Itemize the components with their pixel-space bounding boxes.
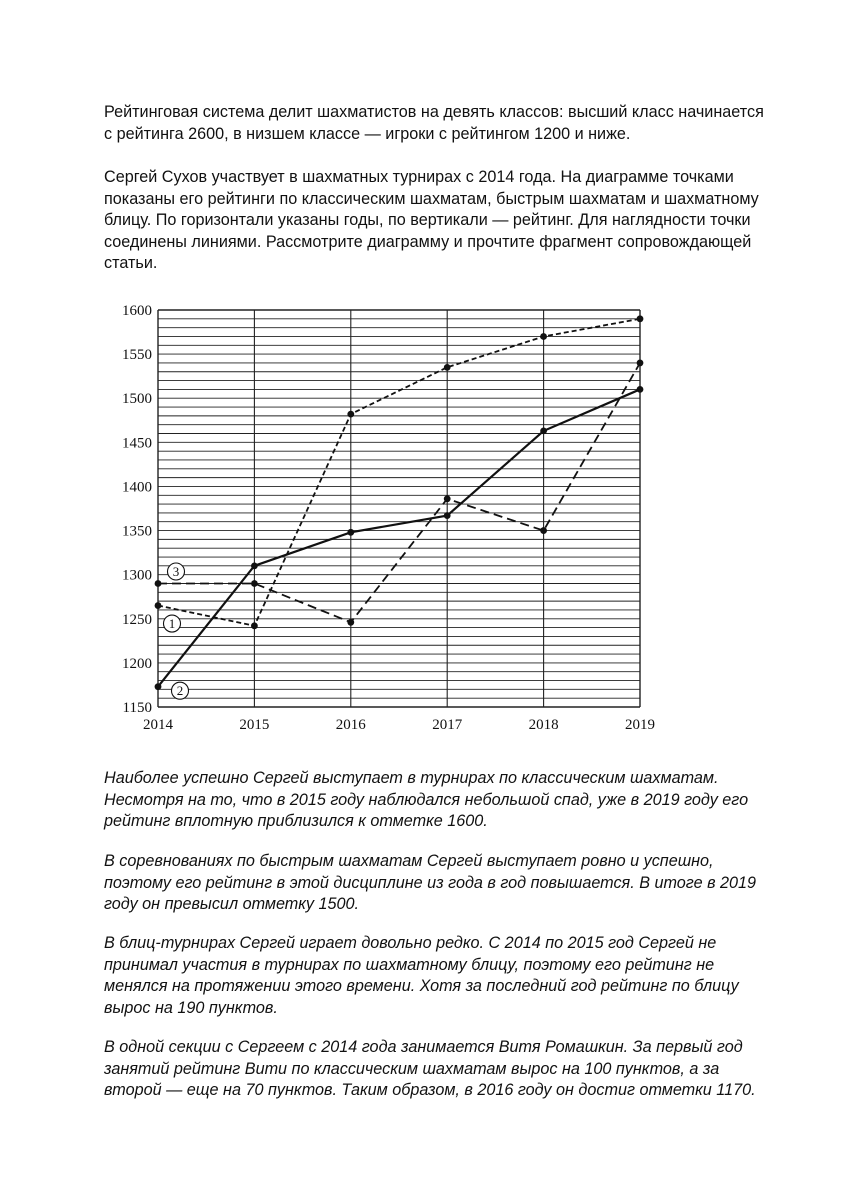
data-point [637, 315, 644, 322]
data-point [251, 580, 258, 587]
series-marker-label: 1 [168, 616, 176, 632]
y-tick-label: 1600 [122, 303, 152, 319]
data-point [444, 495, 451, 502]
x-tick-label: 2016 [335, 717, 366, 733]
article-paragraph-2: В соревнованиях по быстрым шахматам Сергей выступает ровно и успешно, поэтому его рейтинг в этой дисциплине из года в год повышается. В итоге в 2019 году он превысил отметку 1500. [104, 852, 757, 913]
y-tick-label: 1350 [122, 523, 152, 540]
x-axis-ticks [143, 717, 655, 733]
x-tick-label: 2014 [143, 717, 173, 733]
article-paragraph-4: В одной секции с Сергеем с 2014 года занимается Витя Ромашкин. За первый год занятий рейтинг Вити по классическим шахматам вырос на 100 пунктов, а за второй — еще на 70 пунктов. Таким образом, в 2016 году он достиг отметки 1170. [104, 1038, 756, 1099]
y-tick-label: 1200 [122, 655, 152, 672]
y-tick-label: 1400 [122, 479, 152, 496]
series-lines [158, 319, 640, 687]
intro-paragraph-1: Рейтинговая система делит шахматистов на девять классов: высший класс начинается с рейтинга 2600, в низшем классе — игроки с рейтингом 1200 и ниже. [104, 103, 764, 143]
data-point [540, 527, 547, 534]
y-tick-label: 1250 [122, 611, 152, 628]
data-point [251, 622, 258, 629]
series-marker-label: 2 [176, 683, 184, 699]
y-axis-ticks [122, 303, 152, 716]
y-tick-label: 1300 [122, 567, 152, 584]
article-paragraph-3: В блиц-турнирах Сергей играет довольно редко. С 2014 по 2015 год Сергей не принимал участия в турнирах по шахматному блицу, поэтому его рейтинг не менялся на протяжении этого времени. Хотя за последний год рейтинг по блицу вырос на 190 пунктов. [104, 934, 739, 1017]
series-line-2 [158, 389, 640, 686]
data-point [155, 580, 162, 587]
series-marker-label: 3 [172, 563, 180, 579]
data-point [347, 619, 354, 626]
data-point [540, 333, 547, 340]
x-tick-label: 2018 [528, 717, 559, 733]
data-point [637, 386, 644, 393]
rating-chart [90, 290, 680, 740]
data-point [251, 562, 258, 569]
chart-grid [158, 310, 640, 707]
x-tick-label: 2015 [239, 717, 270, 733]
data-point [347, 529, 354, 536]
data-point [155, 683, 162, 690]
data-point [444, 512, 451, 519]
data-point [637, 360, 644, 367]
data-point [155, 602, 162, 609]
series-line-1 [158, 319, 640, 626]
y-tick-label: 1150 [122, 700, 152, 716]
data-point [540, 427, 547, 434]
intro-paragraph-2: Сергей Сухов участвует в шахматных турнирах с 2014 года. На диаграмме точками показаны его рейтинги по классическим шахматам, быстрым шахматам и шахматному блицу. По горизонтали указаны годы, по вертикали — рейтинг. Для наглядности точки соединены линиями. Рассмотрите диаграмму и прочтите фрагмент сопровождающей статьи. [104, 168, 759, 272]
y-tick-label: 1550 [122, 347, 152, 364]
data-point [347, 411, 354, 418]
y-tick-label: 1450 [122, 435, 152, 452]
x-tick-label: 2019 [625, 717, 655, 733]
data-point [444, 364, 451, 371]
article-paragraph-1: Наиболее успешно Сергей выступает в турнирах по классическим шахматам. Несмотря на то, что в 2015 году наблюдался небольшой спад, уже в 2019 году его рейтинг вплотную приблизился к отметке 1600. [104, 769, 749, 830]
x-tick-label: 2017 [432, 717, 463, 733]
y-tick-label: 1500 [122, 391, 152, 408]
